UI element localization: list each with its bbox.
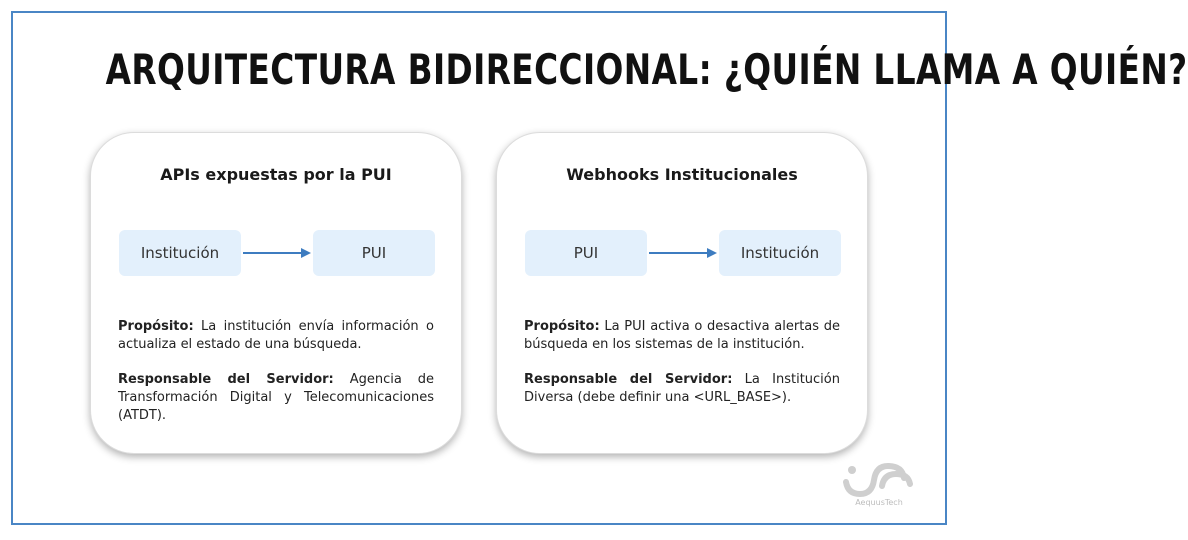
node-from: PUI: [525, 230, 647, 276]
responsible-paragraph: [524, 371, 840, 407]
purpose-paragraph: [524, 318, 840, 354]
card-apis-pui: [90, 132, 462, 454]
purpose-label: Propósito:: [118, 319, 194, 334]
node-to: PUI: [313, 230, 435, 276]
purpose-text: La institución envía información o actualiza el estado de una búsqueda.: [118, 319, 434, 352]
responsible-paragraph: [118, 371, 434, 425]
responsible-label: Responsable del Servidor:: [524, 372, 733, 387]
arrow-right-icon: [241, 243, 313, 263]
logo-wordmark: AequusTech: [855, 498, 903, 507]
responsible-label: Responsable del Servidor:: [118, 372, 334, 387]
responsible-text: Agencia de Transformación Digital y Telecomunicaciones (ATDT).: [118, 372, 434, 423]
purpose-paragraph: [118, 318, 434, 354]
purpose-label: Propósito:: [524, 319, 600, 334]
slide-title: ARQUITECTURA BIDIRECCIONAL: ¿QUIÉN LLAMA A QUIÉN?: [105, 45, 1188, 94]
node-from: Institución: [119, 230, 241, 276]
responsible-text: La Institución Diversa (debe definir una <URL_BASE>).: [524, 372, 840, 405]
card-title: Webhooks Institucionales: [566, 165, 798, 184]
purpose-text: La PUI activa o desactiva alertas de búsqueda en los sistemas de la institución.: [524, 319, 840, 352]
node-to: Institución: [719, 230, 841, 276]
card-title: APIs expuestas por la PUI: [160, 165, 392, 184]
card-webhooks: [496, 132, 868, 454]
arrow-right-icon: [647, 243, 719, 263]
swirl-logo-icon: [838, 456, 920, 516]
